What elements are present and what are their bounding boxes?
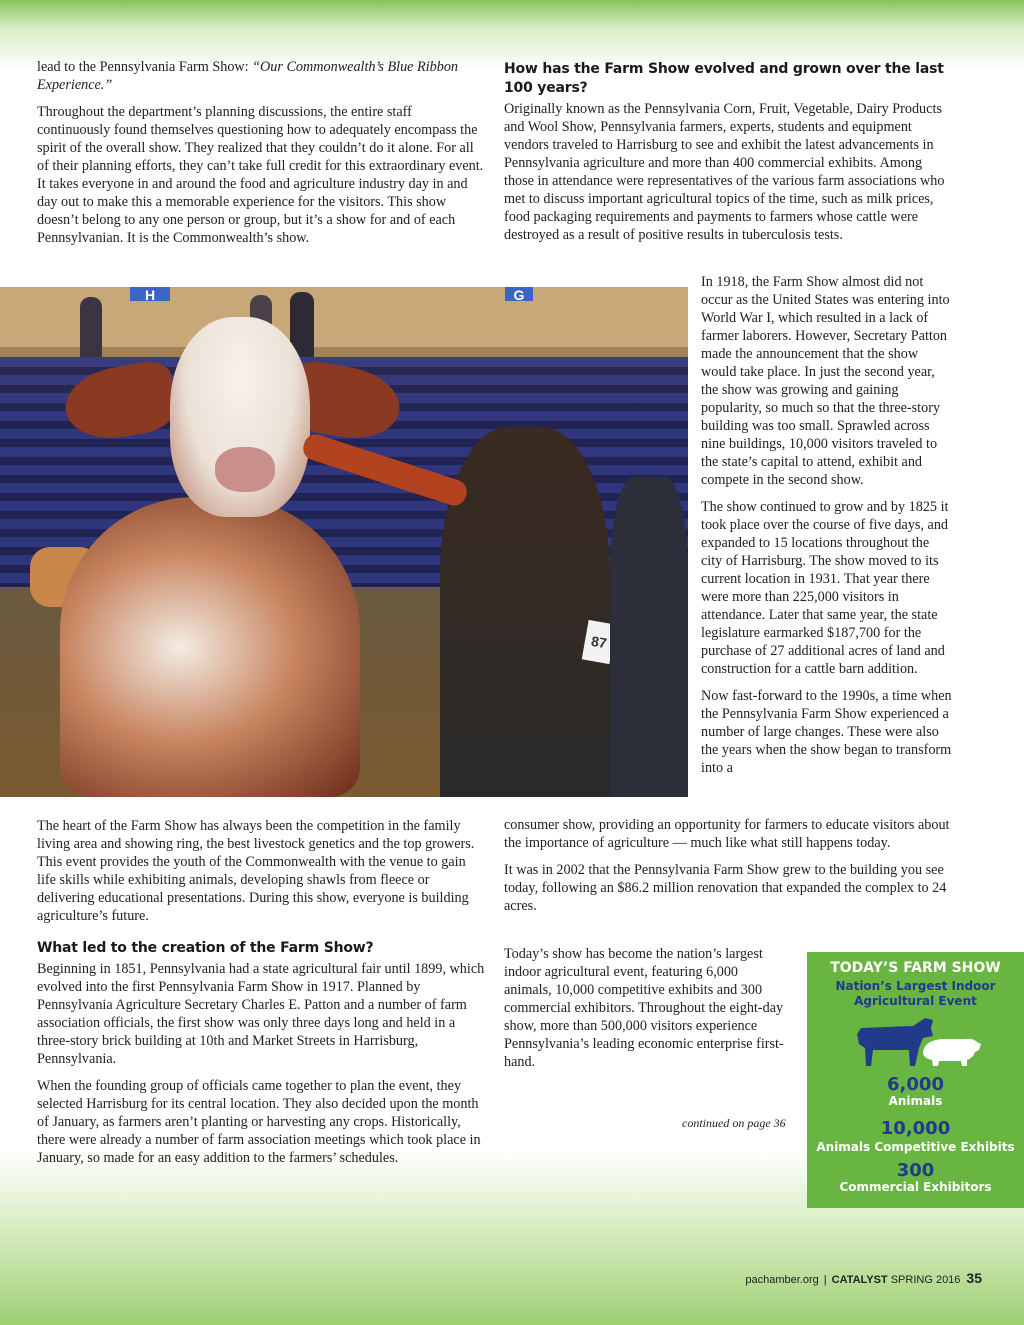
right-column-bottom [504,945,788,1080]
evolution-heading: How has the Farm Show evolved and grown over the last 100 years? [504,61,944,96]
consumer-show-paragraph: consumer show, providing an opportunity for farmers to educate visitors about the importance of agriculture — much like what still happens today. [504,817,950,851]
sidebar-subtitle: Nation’s Largest Indoor Agricultural Event [835,979,996,1008]
origins-paragraph: Originally known as the Pennsylvania Corn, Fruit, Vegetable, Dairy Products and Wool Show, Pennsylvania farmers, experts, students and equipment vendors traveled to Harrisburg to see and exhibit the latest advancements in Pennsylvania agriculture and more than 400 commercial exhibits. Among those in attendance were representatives of the various farm associations who met to discuss important agricultural topics of the time, such as milk prices, food packaging requirements and payments to farmers whose cattle were destroyed as a result of positive results in tuberculosis tests. [504,101,945,243]
right-column-wrap [701,273,953,786]
page-footer [745,1270,982,1286]
cow-nose [215,447,275,492]
handler-person [440,427,610,797]
arena-sign-g: G [505,287,533,301]
left-column-bottom [37,817,487,1176]
history-paragraph: Beginning in 1851, Pennsylvania had a state agricultural fair until 1899, which evolved into the first Pennsylvania Farm Show in 1917. Planned by Pennsylvania Agriculture Secretary Charles E. Patton and a number of farm association officials, the first show was only three days long and held in a three-story brick building at 10th and Market Streets in Harrisburg, Pennsylvania. [37,961,485,1067]
left-column-top [37,58,487,256]
page-number: 35 [966,1270,982,1286]
cow-body [60,497,360,797]
footer-issue: SPRING 2016 [890,1274,961,1286]
nineties-paragraph: Now fast-forward to the 1990s, a time when the Pennsylvania Farm Show experienced a number of large changes. These were also the years when the show began to transform into a [701,688,952,776]
planning-paragraph: Throughout the department’s planning discussions, the entire staff continuously found themselves questioning how to adequately encompass the spirit of the overall show. They realized that they couldn’t do it alone. For all of their planning efforts, they can’t take full credit for this extraordinary event. It takes everyone in and around the food and agriculture industry day in and day out to make this a memorable experience for the visitors. This show doesn’t belong to any one person or group, but it’s a show for and of each Pennsylvanian. It is the Commonwealth’s show. [37,104,484,246]
stat-exhibitors-label: Commercial Exhibitors [839,1180,992,1194]
stat-exhibits-number: 10,000 [880,1118,951,1139]
sidebar-title: TODAY’S FARM SHOW [830,960,1001,976]
farm-show-stats-sidebar [807,952,1024,1208]
cow-icon [857,1018,933,1066]
creation-heading: What led to the creation of the Farm Show? [37,940,374,956]
spectator [80,297,102,357]
right-column-mid [504,816,956,924]
exhibitor-number-tag: 87 [582,620,617,664]
footer-site: pachamber.org [745,1274,819,1286]
wwi-paragraph: In 1918, the Farm Show almost did not occur as the United States was entering into World War I, which resulted in a lack of farmer laborers. However, Secretary Patton made the announcement that the show would take place. In just the second year, the show was growing and gaining popularity, so much so that the three-story building was too small. Sprawled across nine buildings, 10,000 visitors traveled to the state’s capital to attend, exhibit and compete in the second show. [701,274,950,488]
growth-paragraph: The show continued to grow and by 1825 it took place over the course of five days, and expanded to 15 locations throughout the city of Harrisburg. The show moved to its current location in 1931. That year there were more than 225,000 visitors in attendance. Later that same year, the state legislature earmarked $187,700 for the purchase of 27 additional acres of land and construction for a cattle barn addition. [701,499,949,677]
pig-icon [923,1039,981,1066]
stat-animals-label: Animals [888,1094,943,1108]
competition-paragraph: The heart of the Farm Show has always been the competition in the family living area and showing ring, the best livestock genetics and the top growers. This event provides the youth of the Commonwealth with the venue to gain life skills while exhibiting animals, developing shawls from fleece or delivering educational presentations. During this show, everyone is building agriculture’s future. [37,818,475,924]
stat-animals-number: 6,000 [887,1074,944,1095]
arena-sign-h: H [130,287,170,301]
stat-exhibits-label: Animals Competitive Exhibits [816,1140,1015,1154]
cow-show-photo [0,287,688,797]
intro-paragraph [37,58,487,94]
bystander [610,477,688,797]
footer-separator: | [823,1274,827,1286]
right-column-top [504,60,954,253]
livestock-icons [853,1014,983,1069]
todays-show-paragraph: Today’s show has become the nation’s largest indoor agricultural event, featuring 6,000 animals, 10,000 competitive exhibits and 300 commercial exhibitors. Throughout the eight-day show, more than 500,000 visitors experience Pennsylvania’s leading economic enterprise first-hand. [504,946,784,1070]
stat-exhibitors-number: 300 [896,1160,935,1181]
footer-brand: CATALYST [831,1274,888,1286]
renovation-paragraph: It was in 2002 that the Pennsylvania Farm Show grew to the building you see today, following an $86.2 million renovation that expanded the complex to 24 acres. [504,862,947,914]
show-motto-quote: “Our Commonwealth’s Blue Ribbon Experience.” [37,59,459,93]
continued-note: continued on page 36 [682,1116,786,1130]
location-paragraph: When the founding group of officials came together to plan the event, they selected Harrisburg for its central location. They also decided upon the month of January, as farmers aren’t planting or harvesting any crops. Historically, there were already a number of farm association meetings which took place in January, so made for an easy addition to the farmers’ schedules. [37,1078,481,1166]
intro-text: lead to the Pennsylvania Farm Show: [37,59,253,75]
